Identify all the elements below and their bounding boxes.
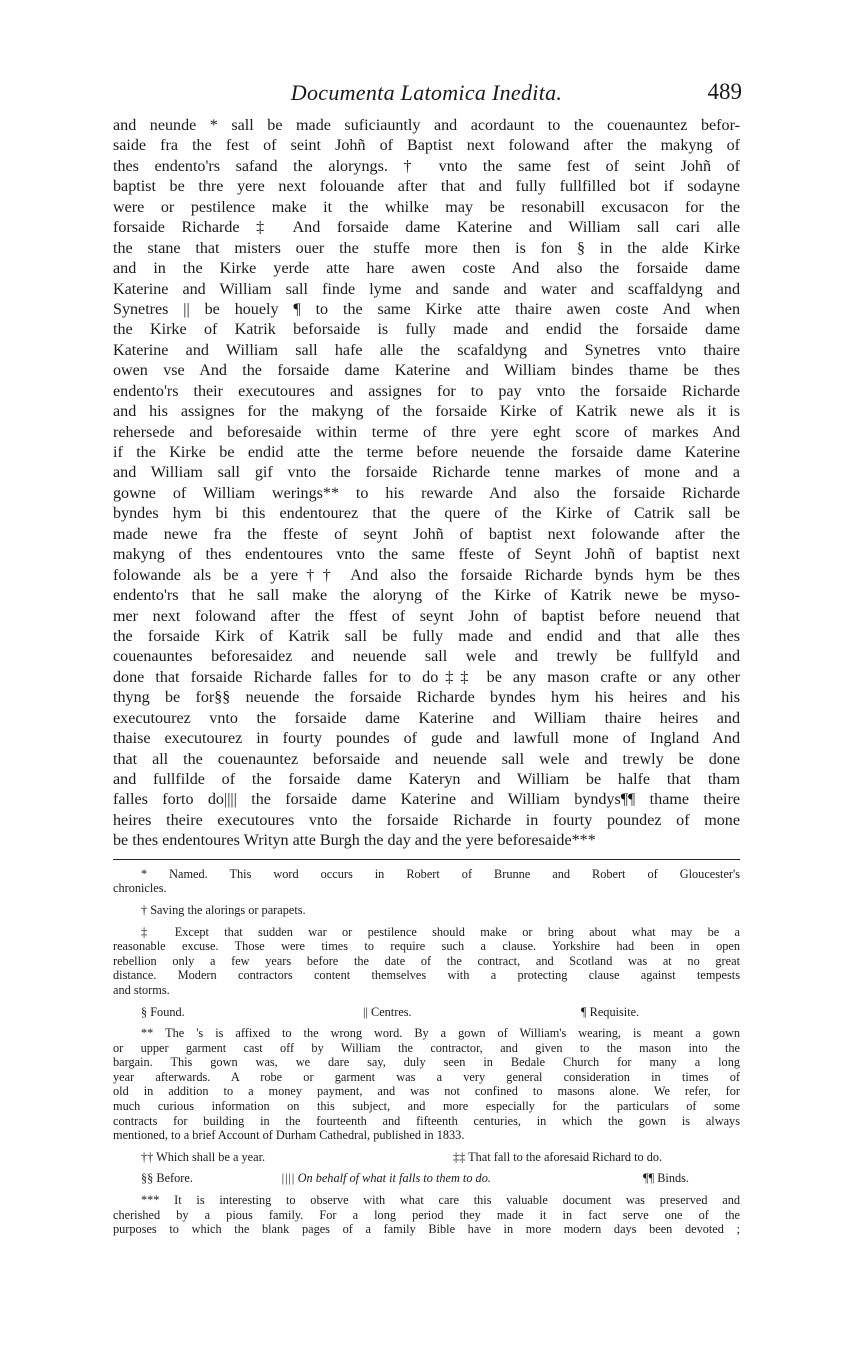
footnote-line: chronicles.: [113, 881, 167, 896]
footnote-line: contracts for building in the fourteenth and fifteenth centuries, in which the gown is always: [113, 1113, 740, 1128]
body-line: forsaide Richarde ‡ And forsaide dame Katerine and William sall cari alle: [113, 219, 740, 237]
body-line: endento'rs that he sall make the aloryng of the Kirke of Katrik newe be myso-: [113, 587, 740, 605]
footnote-line: or upper garment cast off by William the contractor, and given to the mason into the: [113, 1040, 740, 1055]
footnote-year: †† Which shall be a year.: [141, 1149, 266, 1164]
body-line: thyng be for§§ neuende the forsaide Richarde byndes hym his heires and his: [113, 689, 740, 707]
body-line: if the Kirke be endid atte the terme before neuende the forsaide dame Katerine: [113, 444, 740, 461]
body-line: folowande als be a yere†† And also the forsaide Richarde bynds hym be thes: [113, 566, 740, 584]
body-line: the forsaide Kirk of Katrik sall be fully made and endid and that alle thes: [113, 627, 740, 645]
document-page: [113, 80, 740, 1237]
body-line: mer next folowand after the ffest of seynt John of baptist before neuend that: [113, 607, 740, 625]
body-line: and William sall gif vnto the forsaide Richarde tenne markes of mone and a: [113, 464, 740, 482]
footnote-found: § Found.: [141, 1004, 185, 1019]
body-line: endento'rs their executoures and assignes for to pay vnto the forsaide Richarde: [113, 382, 740, 400]
footnote-requisite: ¶ Requisite.: [581, 1004, 640, 1019]
body-line: thaise executourez in fourty poundes of gude and lawfull mone of Ingland And: [113, 730, 740, 748]
footnote-row: [113, 1171, 740, 1186]
body-line: done that forsaide Richarde falles for to do‡‡ be any mason crafte or any other: [113, 668, 740, 686]
footnote-behalf: |||| On behalf of what it falls to them to do.: [281, 1171, 491, 1186]
body-line: saide fra the fest of seint Johñ of Baptist next folowand after the makyng of: [113, 137, 740, 155]
footnote-line: † Saving the alorings or parapets.: [141, 902, 306, 917]
footnote-centres: || Centres.: [363, 1004, 412, 1019]
footnote-line: *** It is interesting to observe with what care this valuable document was preserved and: [141, 1193, 740, 1208]
footnote-rule: [113, 859, 740, 860]
body-line: and his assignes for the makyng of the forsaide Kirke of Katrik newe als it is: [113, 403, 740, 421]
body-line: that all the couenauntez beforsaide and neuende sall wele and trewly be done: [113, 750, 740, 768]
body-line: and in the Kirke yerde atte hare awen coste And also the forsaide dame: [113, 260, 740, 278]
body-line: falles forto do|||| the forsaide dame Katerine and William byndys¶¶ thame theire: [113, 791, 740, 809]
footnote-line: and storms.: [113, 982, 170, 997]
footnote-line: bargain. This gown was, we dare say, duly seen in Bedale Church for many a long: [113, 1055, 740, 1070]
body-line: Synetres || be houely ¶ to the same Kirke atte thaire awen coste And when: [113, 300, 740, 318]
footnote-line: old in addition to a money payment, and was not confined to masons alone. We refer, for: [113, 1084, 740, 1099]
footnote-row: [113, 1150, 740, 1165]
body-line: owen vse And the forsaide dame Katerine and William bindes thame be thes: [113, 362, 740, 380]
body-line: and neunde * sall be made suficiauntly and acordaunt to the couenauntez befor-: [113, 117, 740, 134]
footnote-fall: ‡‡ That fall to the aforesaid Richard to do.: [453, 1149, 663, 1164]
footnote-before: §§ Before.: [141, 1171, 193, 1186]
page-number: 489: [707, 79, 742, 104]
footnote-line: rebellion only a few years before the date of the contract, and Scotland was at no great: [113, 953, 740, 968]
body-line: couenauntes beforesaidez and neuende sall wele and trewly be fullfyld and: [113, 648, 740, 666]
footnote-line: much curious information on this subject, and more especially for the particulars of some: [113, 1099, 740, 1114]
body-line: made newe fra the ffeste of seynt Johñ of baptist next folowande after the: [113, 525, 740, 543]
body-text: [113, 116, 740, 852]
body-line: be thes endentoures Writyn atte Burgh the day and the yere beforesaide***: [113, 832, 596, 850]
body-line: executourez vnto the forsaide dame Katerine and William thaire heires and: [113, 709, 740, 727]
footnote-line: purposes to which the blank pages of a family Bible have in more modern days been devoted ;: [113, 1222, 740, 1237]
body-line: gowne of William werings** to his rewarde And also the forsaide Richarde: [113, 484, 740, 502]
body-line: baptist be thre yere next folouande after that and fully fullfilled bot if sodayne: [113, 178, 740, 196]
footnote-line: ‡ Except that sudden war or pestilence should make or bring about what may be a: [141, 924, 740, 939]
body-line: Katerine and William sall hafe alle the scafaldyng and Synetres vnto thaire: [113, 341, 740, 359]
footnote-line: distance. Modern contractors content themselves with a protecting clause against tempests: [113, 968, 740, 983]
running-title: Documenta Latomica Inedita.: [290, 80, 563, 105]
footnote-line: reasonable excuse. Those were times to require such a clause. Yorkshire had been in open: [113, 939, 740, 954]
body-line: byndes hym bi this endentourez that the quere of the Kirke of Catrik sall be: [113, 505, 740, 523]
body-line: Katerine and William sall finde lyme and sande and water and scaffaldyng and: [113, 280, 740, 298]
footnote-line: year afterwards. A robe or garment was a very general consideration in times of: [113, 1069, 740, 1084]
running-header: [113, 80, 740, 116]
body-line: the Kirke of Katrik beforsaide is fully made and endid the forsaide dame: [113, 321, 740, 339]
body-line: makyng of thes endentoures vnto the same ffeste of Seynt Johñ of baptist next: [113, 546, 740, 564]
footnote-line: ** The 's is affixed to the wrong word. By a gown of William's wearing, is meant a gown: [141, 1026, 740, 1041]
body-line: were or pestilence make it the whilke may be resonabill excusacon for the: [113, 198, 740, 216]
footnote-line: * Named. This word occurs in Robert of Brunne and Robert of Gloucester's: [141, 866, 740, 881]
body-line: rehersede and beforesaide within terme of thre yere eght score of markes And: [113, 423, 740, 441]
footnote-row: [113, 1005, 740, 1020]
footnote-binds: ¶¶ Binds.: [643, 1171, 689, 1186]
footnote-line: cherished by a pious family. For a long period they made it in fact serve one of the: [113, 1207, 740, 1222]
body-line: thes endento'rs safand the aloryngs. † vnto the same fest of seint Johñ of: [113, 157, 740, 175]
body-line: heires theire executoures vnto the forsaide Richarde in fourty poundez of mone: [113, 811, 740, 829]
footnotes: [113, 867, 740, 1237]
footnote-line: mentioned, to a brief Account of Durham Cathedral, published in 1833.: [113, 1128, 465, 1143]
body-line: the stane that misters ouer the stuffe more then is fon § in the alde Kirke: [113, 239, 740, 257]
body-line: and fullfilde of the forsaide dame Kateryn and William be halfe that tham: [113, 771, 740, 788]
